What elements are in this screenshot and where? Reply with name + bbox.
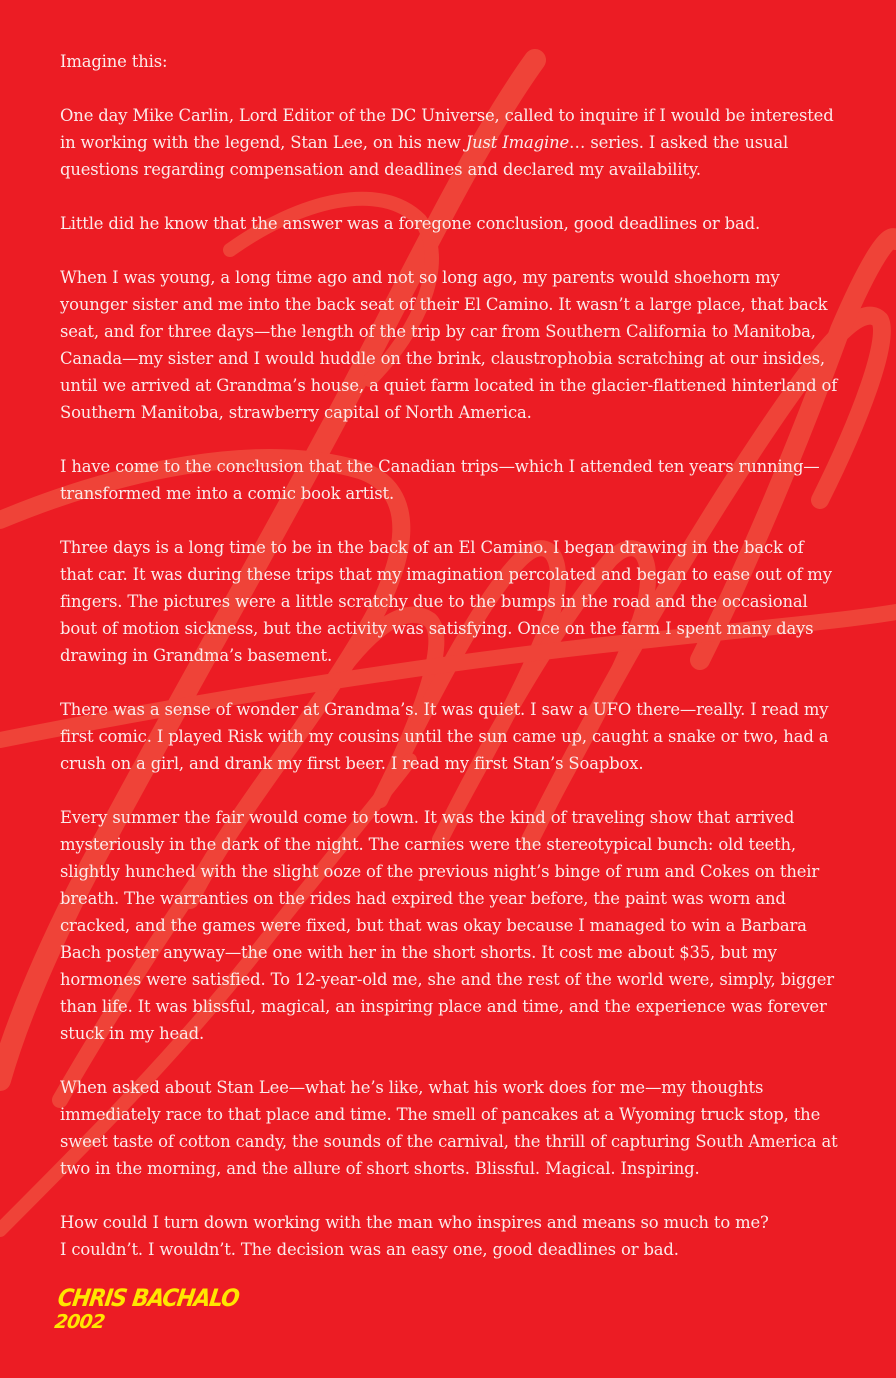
paragraph-mike-carlin-text: One day Mike Carlin, Lord Editor of the DC Universe, called to inquire if I would be interested in working with the legend, Stan Lee, on his new [60, 106, 834, 152]
paragraph-closing [60, 1209, 840, 1263]
paragraph-canadian-trips: I have come to the conclusion that the Canadian trips—which I attended ten years running—transformed me into a comic book artist. [60, 457, 820, 503]
author-name: CHRIS BACHALO [56, 1284, 241, 1312]
paragraph-mike-carlin-text-end: … series. I asked the usual questions regarding compensation and deadlines and declared my availability. [60, 133, 789, 179]
paragraph-fair: Every summer the fair would come to town. It was the kind of traveling show that arrived mysteriously in the dark of the night. The carnies were the stereotypical bunch: old teeth, slightly hunched with the slight ooze of the previous night’s binge of rum and Cokes on their breath. The warranties on the rides had expired the year before, the paint was worn and cracked, and the games were fixed, but that was okay because I managed to win a Barbara Bach poster anyway—the one with her in the short shorts. It cost me about $35, but my hormones were satisfied. To 12-year-old me, she and the rest of the world were, simply, bigger than life. It was blissful, magical, an inspiring place and time, and the experience was forever stuck in my head. [60, 808, 834, 1043]
paragraph-foregone-conclusion: Little did he know that the answer was a foregone conclusion, good deadlines or bad. [60, 214, 761, 233]
paragraph-drawing-in-car: Three days is a long time to be in the back of an El Camino. I began drawing in the back of that car. It was during these trips that my imagination percolated and began to ease out of my fingers. The pictures were a little scratchy due to the bumps in the road and the occasional bout of motion sickness, but the activity was satisfying. Once on the farm I spent many days drawing in Grandma’s basement. [60, 538, 832, 665]
letter-body [60, 48, 840, 1263]
signature-year: 2002 [53, 1311, 106, 1333]
closing-line-1: How could I turn down working with the man who inspires and means so much to me? [60, 1213, 769, 1232]
series-title: Just Imagine [465, 133, 570, 152]
paragraph-mike-carlin [60, 102, 840, 183]
paragraph-grandmas: There was a sense of wonder at Grandma’s. It was quiet. I saw a UFO there—really. I read my first comic. I played Risk with my cousins until the sun came up, caught a snake or two, had a crush on a girl, and drank my first beer. I read my first Stan’s Soapbox. [60, 700, 829, 773]
paragraph-about-stan-lee: When asked about Stan Lee—what he’s like, what his work does for me—my thoughts immediately race to that place and time. The smell of pancakes at a Wyoming truck stop, the sweet taste of cotton candy, the sounds of the carnival, the thrill of capturing South America at two in the morning, and the allure of short shorts. Blissful. Magical. Inspiring. [60, 1078, 838, 1178]
paragraph-el-camino-trips: When I was young, a long time ago and not so long ago, my parents would shoehorn my younger sister and me into the back seat of their El Camino. It wasn’t a large place, that back seat, and for three days—the length of the trip by car from Southern California to Manitoba, Canada—my sister and I would huddle on the brink, claustrophobia scratching at our insides, until we arrived at Grandma’s house, a quiet farm located in the glacier-flattened hinterland of Southern Manitoba, strawberry capital of North America. [60, 268, 838, 422]
paragraph-opening: Imagine this: [60, 52, 168, 71]
closing-line-2: I couldn’t. I wouldn’t. The decision was an easy one, good deadlines or bad. [60, 1240, 679, 1259]
author-signature [53, 1284, 240, 1332]
